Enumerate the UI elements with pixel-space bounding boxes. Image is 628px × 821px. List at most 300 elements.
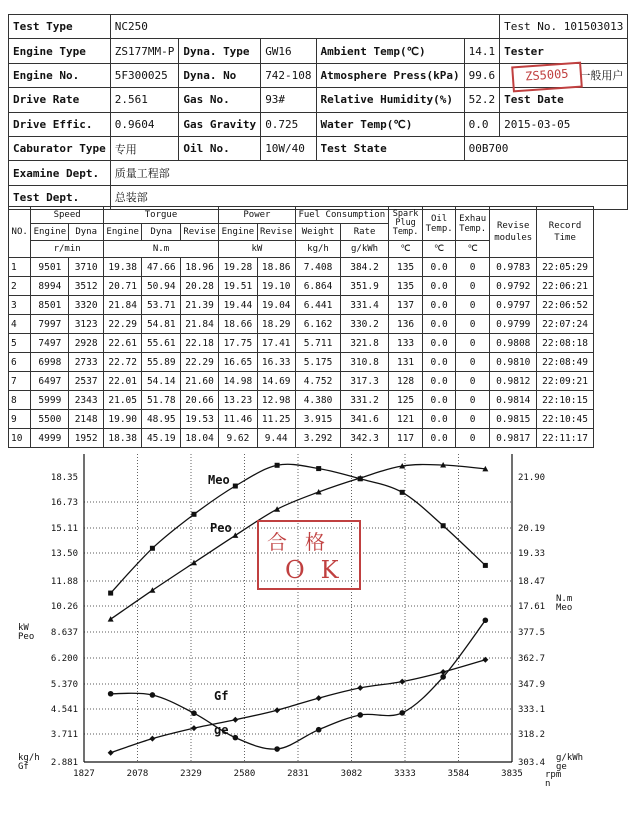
x-tick-label: 3835 [501,769,523,779]
pass-stamp [257,520,361,590]
cell-spark-temp: 133 [388,334,423,353]
test-state-label: Test State [316,136,464,160]
h-revise-modules: Revise modules [490,207,537,258]
x-tick-label: 2580 [233,769,256,779]
right-unit-mid: N.m [556,594,573,604]
x-tick-label: 3082 [340,769,363,779]
x-unit: rpm [545,770,562,780]
u-torque: N.m [103,241,218,258]
data-point-gf [191,725,197,731]
x-tick-label: 2329 [180,769,202,779]
cell-no: 9 [9,410,31,429]
table-row [9,334,594,353]
cell-fuel-rate: 331.2 [341,391,389,410]
left-tick-label: 5.370 [50,680,78,690]
cell-fuel-rate: 310.8 [341,353,389,372]
h-spark: Spark Plug Temp. [388,207,423,241]
series-label-meo: Meo [208,473,230,487]
table-row [9,277,594,296]
cell-torque-revise: 22.18 [181,334,219,353]
cell-torque-dyna: 47.66 [142,258,181,277]
h-power: Power [219,207,296,224]
data-point-meo [275,463,280,468]
gas-gravity-value: 0.725 [261,112,316,136]
right-tick-label: 318.2 [518,730,546,740]
left-tick-label: 16.73 [50,498,78,508]
cell-speed-dyna: 2343 [69,391,104,410]
cell-power-engine: 14.98 [219,372,258,391]
water-temp-label: Water Temp(℃) [316,112,464,136]
left-unit-bottom: kg/h [18,753,40,763]
left-unit-bottom-sub: Gf [18,762,29,772]
data-point-gf [108,750,114,756]
right-tick-label: 21.90 [518,473,546,483]
cell-torque-revise: 19.53 [181,410,219,429]
cell-torque-revise: 21.84 [181,315,219,334]
cell-exhau-temp: 0 [455,429,490,448]
h-speed-engine: Engine [31,224,69,241]
right-unit-bottom: g/kWh [556,753,584,763]
h-oil: Oil Temp. [423,207,456,241]
series-line-ge [111,620,486,749]
cell-no: 10 [9,429,31,448]
right-tick-label: 377.5 [518,628,546,638]
cell-spark-temp: 117 [388,429,423,448]
cell-fuel-weight: 6.162 [295,315,341,334]
data-point-ge [191,710,197,716]
cell-no: 6 [9,353,31,372]
cell-spark-temp: 137 [388,296,423,315]
data-point-gf [399,679,405,685]
data-point-gf [149,736,155,742]
cell-torque-revise: 21.39 [181,296,219,315]
cell-fuel-rate: 341.6 [341,410,389,429]
right-tick-label: 19.33 [518,549,546,559]
tester-value: 一般用户 [500,63,628,87]
drive-effic-label: Drive Effic. [9,112,111,136]
cell-fuel-weight: 3.292 [295,429,341,448]
data-point-peo [274,506,280,512]
cell-speed-engine: 9501 [31,258,69,277]
h-record-time: Record Time [537,207,594,258]
cell-torque-dyna: 51.78 [142,391,181,410]
test-date-label: Test Date [500,88,628,112]
right-tick-label: 333.1 [518,705,546,715]
left-tick-label: 8.637 [50,628,78,638]
cell-fuel-weight: 6.864 [295,277,341,296]
series-label-peo: Peo [210,521,232,535]
h-power-revise: Revise [257,224,295,241]
table-row [9,372,594,391]
cell-speed-dyna: 3710 [69,258,104,277]
data-point-ge [399,710,405,716]
data-point-ge [316,727,322,733]
data-point-gf [316,695,322,701]
right-tick-label: 347.9 [518,680,546,690]
cell-speed-engine: 5999 [31,391,69,410]
test-type-value: NC250 [110,15,499,39]
cell-torque-dyna: 55.89 [142,353,181,372]
engine-type-value: ZS177MM-P [110,39,179,63]
cell-record-time: 22:10:15 [537,391,594,410]
test-no-label: Test No. [504,20,558,34]
cell-torque-dyna: 54.81 [142,315,181,334]
cell-oil-temp: 0.0 [423,410,456,429]
test-dept-label: Test Dept. [9,185,111,209]
cell-exhau-temp: 0 [455,296,490,315]
h-fuel-rate: Rate [341,224,389,241]
oil-no-value: 10W/40 [261,136,316,160]
cell-fuel-weight: 6.441 [295,296,341,315]
cell-torque-engine: 18.38 [103,429,142,448]
ambient-temp-label: Ambient Temp(℃) [316,39,464,63]
series-label-ge: ge [214,723,229,737]
cell-exhau-temp: 0 [455,277,490,296]
u-weight: kg/h [295,241,341,258]
cell-oil-temp: 0.0 [423,334,456,353]
data-point-gf [232,717,238,723]
cell-power-revise: 12.98 [257,391,295,410]
left-tick-label: 6.200 [50,654,78,664]
u-speed: r/min [31,241,104,258]
cell-torque-dyna: 55.61 [142,334,181,353]
carb-type-value: 专用 [110,136,179,160]
cell-power-engine: 19.44 [219,296,258,315]
pass-stamp-ok: OK [285,556,355,584]
h-torque: Torgue [103,207,218,224]
cell-speed-engine: 5500 [31,410,69,429]
cell-torque-engine: 21.05 [103,391,142,410]
tester-stamp: ZS5005 [511,62,583,93]
cell-no: 2 [9,277,31,296]
performance-chart [0,444,600,821]
cell-record-time: 22:10:45 [537,410,594,429]
cell-exhau-temp: 0 [455,391,490,410]
cell-speed-dyna: 1952 [69,429,104,448]
cell-revise-modules: 0.9783 [490,258,537,277]
cell-torque-engine: 19.90 [103,410,142,429]
cell-power-revise: 11.25 [257,410,295,429]
cell-revise-modules: 0.9815 [490,410,537,429]
cell-torque-dyna: 45.19 [142,429,181,448]
u-exhau: ℃ [455,241,490,258]
cell-exhau-temp: 0 [455,315,490,334]
cell-torque-engine: 19.38 [103,258,142,277]
left-tick-label: 18.35 [50,473,78,483]
h-torque-revise: Revise [181,224,219,241]
cell-torque-revise: 20.28 [181,277,219,296]
cell-power-engine: 19.28 [219,258,258,277]
cell-oil-temp: 0.0 [423,372,456,391]
cell-oil-temp: 0.0 [423,429,456,448]
data-point-ge [150,692,156,698]
cell-speed-engine: 8994 [31,277,69,296]
cell-fuel-weight: 4.380 [295,391,341,410]
cell-power-engine: 18.66 [219,315,258,334]
cell-speed-dyna: 2537 [69,372,104,391]
left-tick-label: 2.881 [50,758,78,768]
right-unit-bottom-sub: ge [556,762,567,772]
dyna-type-value: GW16 [261,39,316,63]
cell-fuel-weight: 7.408 [295,258,341,277]
cell-exhau-temp: 0 [455,353,490,372]
header-table [8,14,628,210]
left-tick-label: 13.50 [50,549,78,559]
u-oil: ℃ [423,241,456,258]
cell-no: 4 [9,315,31,334]
left-tick-label: 15.11 [50,524,78,534]
cell-revise-modules: 0.9812 [490,372,537,391]
data-point-meo [316,466,321,471]
oil-no-label: Oil No. [179,136,261,160]
h-no: NO. [9,207,31,258]
water-temp-value: 0.0 [464,112,500,136]
data-point-peo [232,532,238,538]
x-tick-label: 1827 [73,769,95,779]
cell-revise-modules: 0.9808 [490,334,537,353]
dyna-no-label: Dyna. No [179,63,261,87]
cell-power-revise: 18.86 [257,258,295,277]
x-unit-sub: n [545,779,551,789]
cell-torque-revise: 22.29 [181,353,219,372]
cell-fuel-rate: 317.3 [341,372,389,391]
cell-speed-dyna: 2928 [69,334,104,353]
cell-power-revise: 16.33 [257,353,295,372]
x-tick-label: 3584 [447,769,470,779]
cell-oil-temp: 0.0 [423,315,456,334]
left-tick-label: 3.711 [50,730,78,740]
data-point-meo [233,484,238,489]
drive-effic-value: 0.9604 [110,112,179,136]
cell-torque-engine: 22.72 [103,353,142,372]
cell-oil-temp: 0.0 [423,391,456,410]
cell-speed-engine: 6497 [31,372,69,391]
cell-power-revise: 14.69 [257,372,295,391]
cell-record-time: 22:08:18 [537,334,594,353]
cell-no: 3 [9,296,31,315]
cell-oil-temp: 0.0 [423,296,456,315]
data-point-meo [441,523,446,528]
engine-no-value: 5F300025 [110,63,179,87]
carb-type-label: Caburator Type [9,136,111,160]
cell-spark-temp: 135 [388,277,423,296]
cell-speed-engine: 8501 [31,296,69,315]
cell-no: 8 [9,391,31,410]
data-point-ge [233,735,239,741]
test-no-value: 101503013 [563,20,624,34]
cell-power-engine: 19.51 [219,277,258,296]
data-point-peo [191,560,197,566]
h-speed: Speed [31,207,104,224]
u-power: kW [219,241,296,258]
tester-label: Tester [500,39,628,63]
engine-no-label: Engine No. [9,63,111,87]
table-row [9,296,594,315]
cell-torque-dyna: 48.95 [142,410,181,429]
atm-press-label: Atmosphere Press(kPa) [316,63,464,87]
atm-press-value: 99.6 [464,63,500,87]
cell-oil-temp: 0.0 [423,258,456,277]
cell-torque-engine: 22.01 [103,372,142,391]
cell-spark-temp: 128 [388,372,423,391]
cell-torque-revise: 21.60 [181,372,219,391]
right-tick-label: 18.47 [518,577,546,587]
cell-spark-temp: 136 [388,315,423,334]
table-row [9,353,594,372]
humidity-label: Relative Humidity(%) [316,88,464,112]
cell-record-time: 22:11:17 [537,429,594,448]
cell-exhau-temp: 0 [455,372,490,391]
right-tick-label: 362.7 [518,654,546,664]
cell-torque-dyna: 50.94 [142,277,181,296]
cell-power-revise: 19.10 [257,277,295,296]
u-spark: ℃ [388,241,423,258]
cell-spark-temp: 131 [388,353,423,372]
cell-fuel-weight: 5.175 [295,353,341,372]
cell-fuel-rate: 351.9 [341,277,389,296]
left-unit-top: kW [18,623,29,633]
h-speed-dyna: Dyna [69,224,104,241]
left-unit-top-sub: Peo [18,632,35,642]
h-fuel-weight: Weight [295,224,341,241]
cell-fuel-rate: 331.4 [341,296,389,315]
data-point-meo [400,490,405,495]
cell-power-engine: 11.46 [219,410,258,429]
examine-dept-value: 质量工程部 [110,161,628,185]
data-point-meo [108,591,113,596]
cell-record-time: 22:06:52 [537,296,594,315]
h-exhau: Exhau Temp. [455,207,490,241]
h-torque-engine: Engine [103,224,142,241]
u-rate: g/kWh [341,241,389,258]
h-torque-dyna: Dyna [142,224,181,241]
cell-torque-dyna: 54.14 [142,372,181,391]
table-row [9,410,594,429]
right-tick-label: 303.4 [518,758,546,768]
table-row [9,315,594,334]
cell-torque-revise: 20.66 [181,391,219,410]
cell-record-time: 22:07:24 [537,315,594,334]
cell-torque-engine: 22.61 [103,334,142,353]
data-table [8,206,594,448]
series-label-gf: Gf [214,689,229,703]
cell-speed-dyna: 3512 [69,277,104,296]
cell-speed-dyna: 3123 [69,315,104,334]
cell-spark-temp: 121 [388,410,423,429]
cell-torque-engine: 20.71 [103,277,142,296]
cell-record-time: 22:06:21 [537,277,594,296]
cell-spark-temp: 125 [388,391,423,410]
cell-speed-dyna: 2733 [69,353,104,372]
cell-no: 1 [9,258,31,277]
drive-rate-value: 2.561 [110,88,179,112]
test-dept-value: 总装部 [110,185,628,209]
pass-stamp-text: 合格 [267,530,343,554]
data-point-ge [483,617,489,623]
left-tick-label: 10.26 [50,602,78,612]
data-point-meo [483,563,488,568]
cell-record-time: 22:09:21 [537,372,594,391]
cell-record-time: 22:05:29 [537,258,594,277]
cell-revise-modules: 0.9817 [490,429,537,448]
cell-power-engine: 9.62 [219,429,258,448]
cell-power-revise: 9.44 [257,429,295,448]
examine-dept-label: Examine Dept. [9,161,111,185]
data-point-gf [274,707,280,713]
cell-fuel-rate: 321.8 [341,334,389,353]
cell-torque-revise: 18.04 [181,429,219,448]
x-tick-label: 3333 [394,769,416,779]
data-point-ge [357,712,363,718]
test-no-cell [500,15,628,39]
cell-speed-engine: 4999 [31,429,69,448]
ambient-temp-value: 14.1 [464,39,500,63]
cell-speed-engine: 7497 [31,334,69,353]
dyna-type-label: Dyna. Type [179,39,261,63]
cell-record-time: 22:08:49 [537,353,594,372]
test-state-value: 00B700 [464,136,628,160]
cell-power-revise: 18.29 [257,315,295,334]
test-date-value: 2015-03-05 [500,112,628,136]
cell-power-revise: 17.41 [257,334,295,353]
engine-type-label: Engine Type [9,39,111,63]
cell-fuel-weight: 4.752 [295,372,341,391]
cell-no: 5 [9,334,31,353]
cell-exhau-temp: 0 [455,334,490,353]
cell-exhau-temp: 0 [455,410,490,429]
cell-fuel-weight: 3.915 [295,410,341,429]
x-tick-label: 2831 [287,769,309,779]
cell-fuel-rate: 384.2 [341,258,389,277]
cell-revise-modules: 0.9799 [490,315,537,334]
cell-speed-dyna: 2148 [69,410,104,429]
right-unit-mid-sub: Meo [556,603,573,613]
cell-oil-temp: 0.0 [423,353,456,372]
cell-speed-engine: 7997 [31,315,69,334]
cell-fuel-weight: 5.711 [295,334,341,353]
cell-fuel-rate: 330.2 [341,315,389,334]
cell-revise-modules: 0.9810 [490,353,537,372]
right-tick-label: 20.19 [518,524,546,534]
cell-oil-temp: 0.0 [423,277,456,296]
dyna-no-value: 742-108 [261,63,316,87]
data-point-ge [440,674,446,680]
cell-power-engine: 16.65 [219,353,258,372]
cell-power-engine: 17.75 [219,334,258,353]
data-point-meo [191,512,196,517]
left-tick-label: 11.88 [50,577,78,587]
x-tick-label: 2078 [126,769,149,779]
data-point-ge [274,746,280,752]
cell-power-engine: 13.23 [219,391,258,410]
cell-fuel-rate: 342.3 [341,429,389,448]
cell-revise-modules: 0.9792 [490,277,537,296]
gas-gravity-label: Gas Gravity [179,112,261,136]
humidity-value: 52.2 [464,88,500,112]
data-point-ge [108,691,114,697]
table-row [9,391,594,410]
cell-torque-dyna: 53.71 [142,296,181,315]
cell-speed-engine: 6998 [31,353,69,372]
left-tick-label: 4.541 [50,705,78,715]
right-tick-label: 17.61 [518,602,546,612]
cell-power-revise: 19.04 [257,296,295,315]
table-row [9,258,594,277]
h-fuel: Fuel Consumption [295,207,388,224]
data-point-meo [150,546,155,551]
cell-torque-engine: 22.29 [103,315,142,334]
cell-no: 7 [9,372,31,391]
